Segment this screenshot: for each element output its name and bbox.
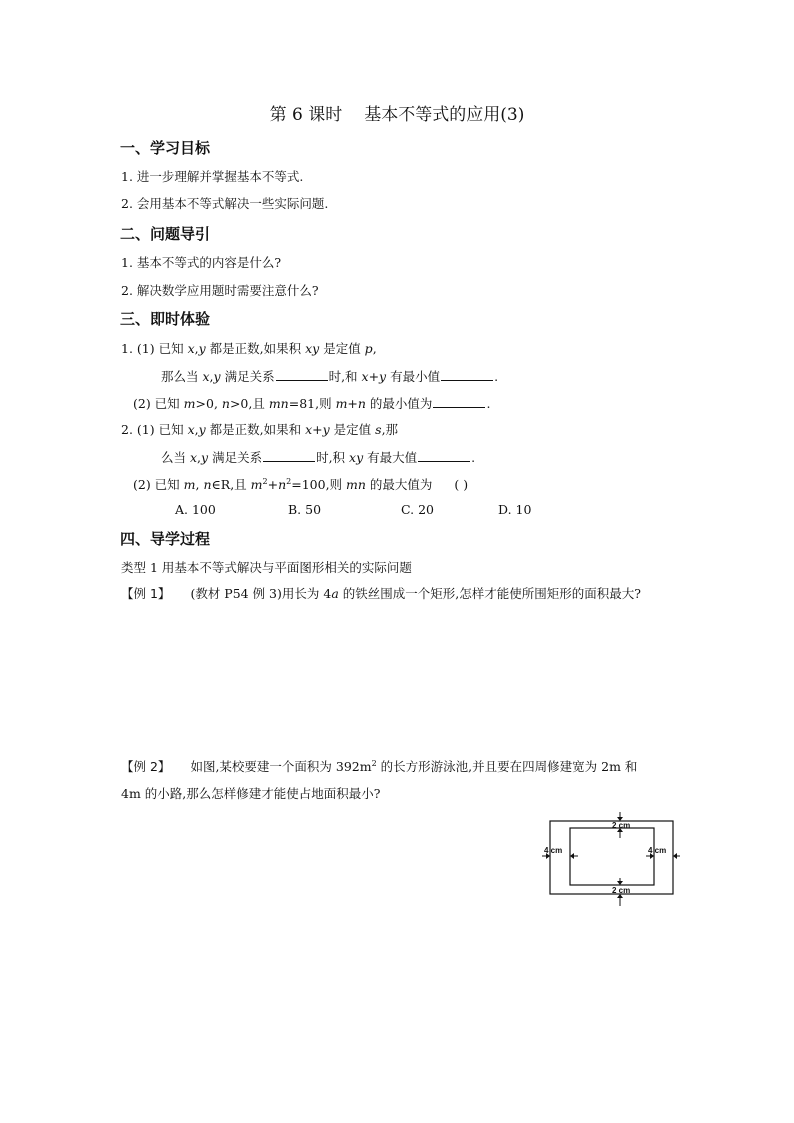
practice-q2-part1-cont: 么当 x,y 满足关系 时,积 xy 有最大值 . [161,450,476,465]
type-heading: 类型 1 用基本不等式解决与平面图形相关的实际问题 [121,560,412,575]
example-1: 【例 1】 (教材 P54 例 3)用长为 4a 的铁丝围成一个矩形,怎样才能使所围矩形的面积最大? [121,586,641,601]
lesson-number: 第 6 课时 [269,105,343,125]
answer-blank[interactable] [441,379,493,381]
pool-rect [570,828,654,885]
section-heading-goals: 一、学习目标 [120,139,211,157]
question-item: 2. 解决数学应用题时需要注意什么? [121,283,319,298]
section-heading-questions: 二、问题导引 [120,225,211,243]
choice-a[interactable]: A. 100 [175,502,216,517]
choice-d[interactable]: D. 10 [498,502,532,517]
section-heading-practice: 三、即时体验 [120,310,211,328]
goal-item: 2. 会用基本不等式解决一些实际问题. [121,196,329,211]
answer-blank[interactable] [433,406,485,408]
lesson-topic: 基本不等式的应用(3) [364,105,525,125]
practice-q1-part1-cont: 那么当 x,y 满足关系 时,和 x+y 有最小值 . [161,369,499,384]
answer-parentheses[interactable]: ( ) [454,477,469,492]
answer-blank[interactable] [263,460,315,462]
example-2-line2: 4m 的小路,那么怎样修建才能使占地面积最小? [121,786,381,801]
label-left: 4 cm [544,846,563,855]
label-bottom: 2 cm [612,886,631,895]
answer-blank[interactable] [418,460,470,462]
goal-item: 1. 进一步理解并掌握基本不等式. [121,169,304,184]
example-2: 【例 2】 如图,某校要建一个面积为 $392m^2$ 的长方形游泳池,并且要在四周修建宽为 2m 和 [121,758,638,774]
page-title [0,100,794,125]
pool-figure [540,808,680,908]
label-top: 2 cm [612,821,631,830]
section-heading-process: 四、导学过程 [120,530,211,548]
answer-blank[interactable] [276,379,328,381]
practice-q2-part2: (2) 已知 m, n∈R,且 $m^2+n^2=100$,则 mn 的最大值为 ( ) [133,476,469,492]
example-1-label: 【例 1】 [121,586,171,601]
label-right: 4 cm [648,846,667,855]
practice-q1-part1: 1. (1) 已知 x,y 都是正数,如果积 xy 是定值 p, [121,341,377,356]
practice-q2-part1: 2. (1) 已知 x,y 都是正数,如果和 x+y 是定值 s,那 [121,422,399,437]
example-2-label: 【例 2】 [121,759,171,774]
practice-q1-part2: (2) 已知 m>0, n>0,且 mn=81,则 m+n 的最小值为 . [133,396,491,411]
choice-c[interactable]: C. 20 [401,502,434,517]
choice-b[interactable]: B. 50 [288,502,322,517]
question-item: 1. 基本不等式的内容是什么? [121,255,282,270]
